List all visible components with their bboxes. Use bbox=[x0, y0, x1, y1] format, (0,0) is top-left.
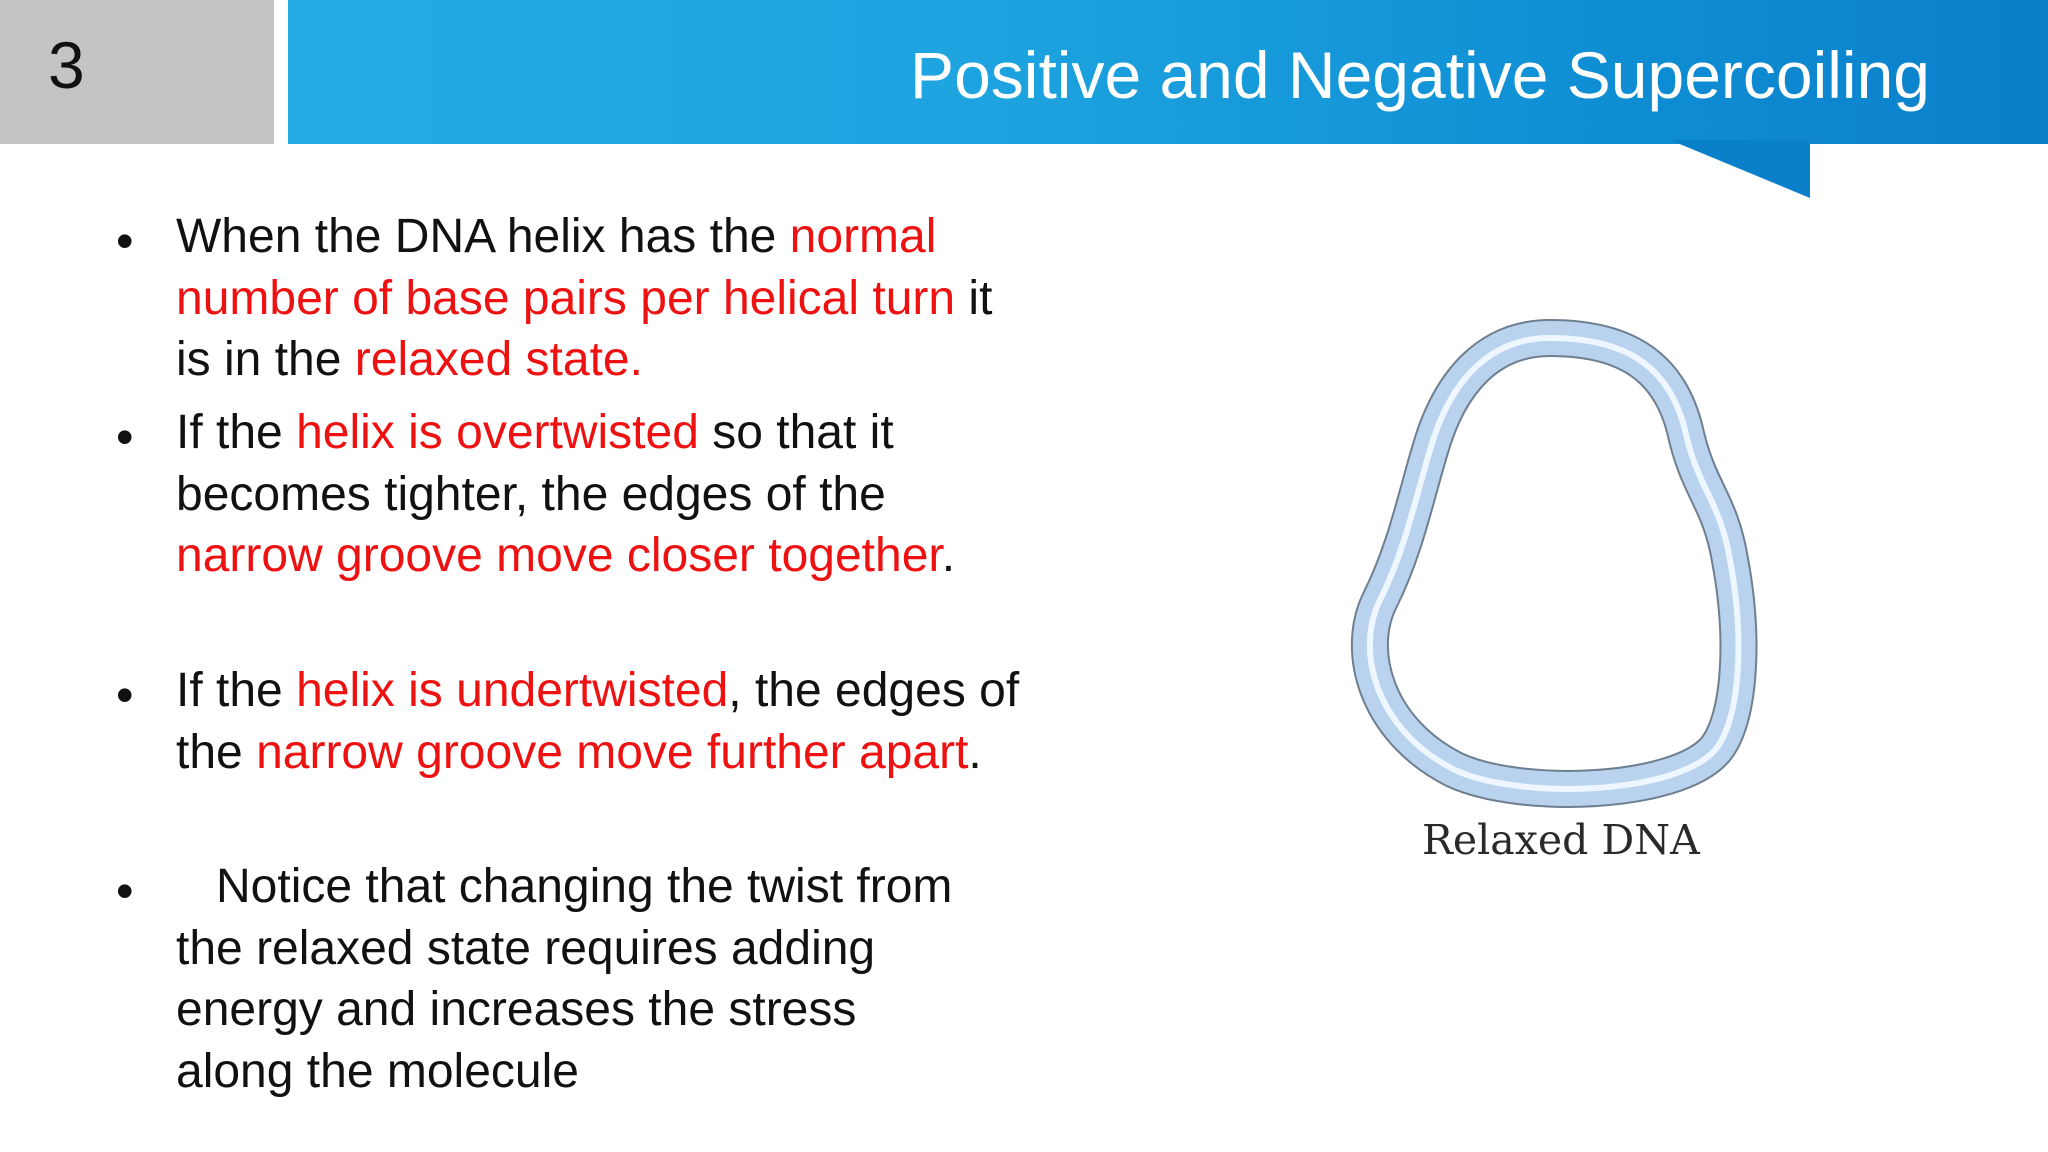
bullet-marker: • bbox=[116, 213, 134, 269]
bullet-text bbox=[176, 402, 1036, 587]
bullet-marker: • bbox=[116, 667, 134, 723]
slide-number: 3 bbox=[48, 28, 85, 102]
highlight-run: normal number of base pairs per helical turn bbox=[176, 210, 956, 325]
text-run: If the bbox=[176, 406, 297, 459]
bullet-text bbox=[176, 856, 976, 1102]
bullet-marker: • bbox=[116, 409, 134, 465]
figure-caption: Relaxed DNA bbox=[1422, 816, 1700, 864]
slide-title: Positive and Negative Supercoiling bbox=[910, 38, 1930, 112]
text-run: it is in the bbox=[176, 271, 1006, 386]
highlight-run: helix is overtwisted bbox=[296, 406, 699, 459]
text-run: . bbox=[941, 529, 956, 582]
dna-strand-body bbox=[1370, 338, 1739, 789]
bullet-text bbox=[176, 206, 1036, 391]
text-run: . bbox=[968, 725, 982, 779]
highlight-run: helix is undertwisted bbox=[296, 664, 729, 717]
text-run: so that it becomes tighter, the edges of the bbox=[176, 406, 908, 521]
text-run: , the edges of the bbox=[176, 664, 1033, 779]
banner-tab-shape bbox=[1670, 140, 1810, 200]
text-run: When the DNA helix has the bbox=[176, 210, 790, 263]
text-run: If the bbox=[176, 664, 297, 717]
highlight-run: narrow groove move further apart bbox=[256, 725, 969, 779]
text-run: Notice that changing the twist from the relaxed state requires adding energy and increases the stress along the molecule bbox=[176, 860, 966, 1098]
bullet-marker: • bbox=[116, 863, 134, 919]
highlight-run: relaxed state. bbox=[354, 333, 643, 386]
relaxed-dna-diagram bbox=[1330, 300, 1770, 880]
bullet-text bbox=[176, 660, 1036, 783]
highlight-run: narrow groove move closer together bbox=[176, 529, 942, 582]
